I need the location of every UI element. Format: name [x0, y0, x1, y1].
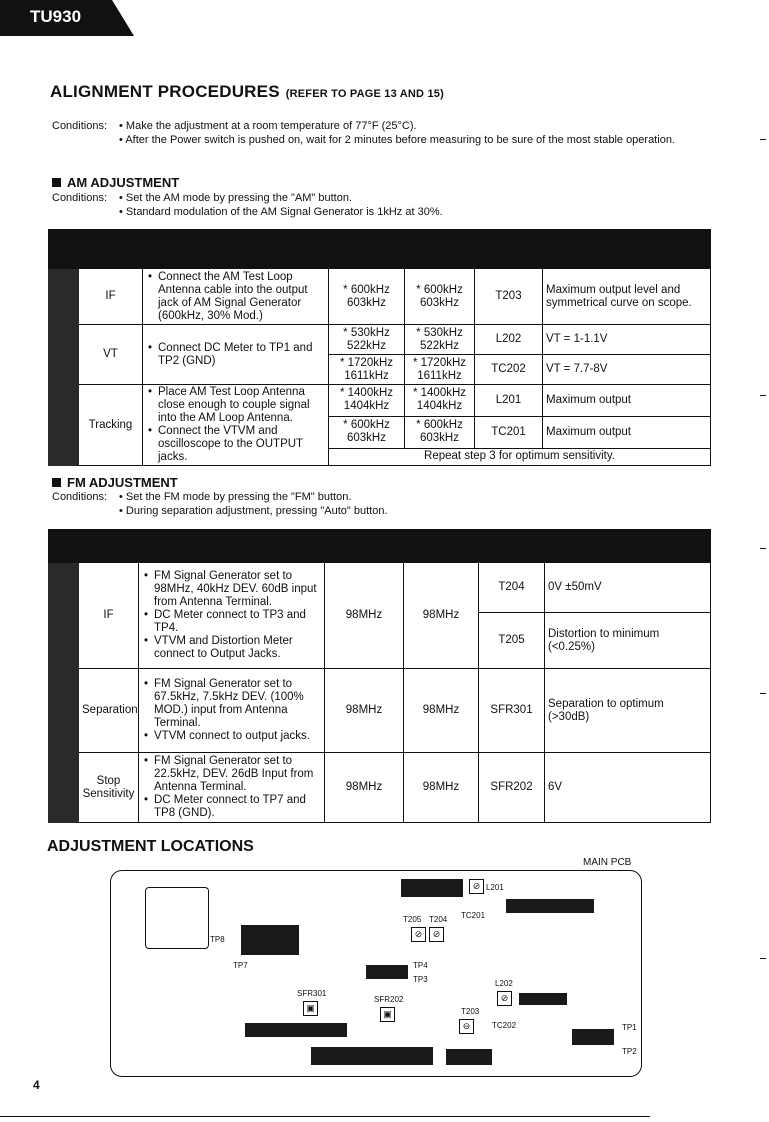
- step-name: VT: [79, 325, 143, 385]
- label-t205: T205: [403, 915, 422, 924]
- general-conditions: [52, 119, 732, 147]
- title-main: ALIGNMENT PROCEDURES: [50, 82, 280, 101]
- connection-item: • VTVM connect to output jacks.: [142, 730, 321, 743]
- margin-mark: [760, 958, 766, 959]
- generator-freq: * 600kHz 603kHz: [329, 269, 405, 325]
- label-sfr301: SFR301: [297, 989, 327, 998]
- component-block: [446, 1049, 492, 1065]
- result: Maximum output level and symmetrical curve on scope.: [543, 269, 711, 325]
- repeat-note: Repeat step 3 for optimum sensitivity.: [329, 448, 711, 465]
- connection-item: • Connect DC Meter to TP1 and TP2 (GND): [146, 342, 325, 368]
- locations-heading: ADJUSTMENT LOCATIONS: [47, 838, 254, 855]
- dial-freq: * 1720kHz 1611kHz: [405, 355, 475, 385]
- connection-item: • DC Meter connect to TP7 and TP8 (GND).: [142, 794, 321, 820]
- dial-freq: * 600kHz 603kHz: [405, 416, 475, 448]
- condition-item: • During separation adjustment, pressing "Auto" button.: [119, 505, 388, 517]
- table-row: [49, 563, 711, 613]
- adjust-part: SFR202: [479, 753, 545, 823]
- adjust-part: SFR301: [479, 669, 545, 753]
- condition-item: • After the Power switch is pushed on, wait for 2 minutes before measuring to be sure of the most stable operation.: [119, 134, 675, 146]
- margin-mark: [760, 548, 766, 549]
- dial-freq: * 600kHz 603kHz: [405, 269, 475, 325]
- sfr301-icon: ▣: [303, 1001, 318, 1016]
- conditions-label: Conditions:: [52, 120, 108, 132]
- result: Maximum output: [543, 385, 711, 417]
- pcb-diagram: [110, 870, 642, 1077]
- label-tp1: TP1: [622, 1023, 637, 1032]
- margin-mark: [760, 693, 766, 694]
- board-label: MAIN PCB: [583, 857, 632, 868]
- l202-icon: ⊘: [497, 991, 512, 1006]
- title-ref: (REFER TO PAGE 13 AND 15): [285, 88, 444, 100]
- component-block: [572, 1029, 614, 1045]
- fm-adjustment-table: [48, 529, 711, 823]
- result: Distortion to minimum (<0.25%): [545, 613, 711, 669]
- page-title: [50, 82, 444, 102]
- step-marker: [49, 269, 79, 325]
- table-row: [49, 269, 711, 325]
- label-t203: T203: [461, 1007, 480, 1016]
- adjust-part: T205: [479, 613, 545, 669]
- page-number: 4: [33, 1078, 40, 1092]
- dial-freq: 98MHz: [404, 563, 479, 669]
- am-adjustment-table: [48, 229, 711, 466]
- table-row: [49, 753, 711, 823]
- label-tp2: TP2: [622, 1047, 637, 1056]
- label-t204: T204: [429, 915, 448, 924]
- condition-item: • Standard modulation of the AM Signal Generator is 1kHz at 30%.: [119, 206, 443, 218]
- table-header: [49, 230, 711, 269]
- result: Maximum output: [543, 416, 711, 448]
- component-block: [311, 1047, 433, 1065]
- dial-freq: * 530kHz 522kHz: [405, 325, 475, 355]
- result: VT = 7.7-8V: [543, 355, 711, 385]
- condition-item: • Set the FM mode by pressing the "FM" button.: [119, 491, 352, 503]
- t204-icon: ⊘: [429, 927, 444, 942]
- step-name: IF: [79, 269, 143, 325]
- fm-conditions: Conditions: • Set the FM mode by pressing the "FM" button. • During separation adjustment, pressing "Auto" button.: [52, 490, 732, 518]
- result: 0V ±50mV: [545, 563, 711, 613]
- generator-freq: * 1400kHz 1404kHz: [329, 385, 405, 417]
- adjust-part: L202: [475, 325, 543, 355]
- pcb-component-outline: [145, 887, 209, 949]
- footer-rule: [0, 1116, 650, 1117]
- am-heading: AM ADJUSTMENT: [52, 175, 179, 190]
- condition-item: • Make the adjustment at a room temperature of 77°F (25°C).: [119, 120, 417, 132]
- l201-coil-icon: ⊘: [469, 879, 484, 894]
- label-tc201: TC201: [461, 911, 486, 920]
- label-sfr202: SFR202: [374, 995, 404, 1004]
- t203-icon: ⊖: [459, 1019, 474, 1034]
- generator-freq: 98MHz: [325, 753, 404, 823]
- adjust-part: TC202: [475, 355, 543, 385]
- generator-freq: * 530kHz 522kHz: [329, 325, 405, 355]
- margin-mark: [760, 139, 766, 140]
- connection-item: • Connect the VTVM and oscilloscope to the OUTPUT jacks.: [146, 425, 325, 464]
- connection-item: • VTVM and Distortion Meter connect to Output Jacks.: [142, 635, 321, 661]
- result: 6V: [545, 753, 711, 823]
- label-tp4: TP4: [413, 961, 428, 970]
- connection-item: • FM Signal Generator set to 67.5kHz, 7.5kHz DEV. (100% MOD.) input from Antenna Terminal.: [142, 678, 321, 730]
- component-block: [506, 899, 594, 913]
- component-block: [241, 925, 299, 955]
- label-l201: L201: [486, 883, 504, 892]
- adjust-part: L201: [475, 385, 543, 417]
- label-tp7: TP7: [233, 961, 248, 970]
- connection-item: • DC Meter connect to TP3 and TP4.: [142, 609, 321, 635]
- generator-freq: 98MHz: [325, 669, 404, 753]
- table-row: [49, 325, 711, 355]
- fm-heading: FM ADJUSTMENT: [52, 475, 178, 490]
- component-block: [245, 1023, 347, 1037]
- table-header: [49, 530, 711, 563]
- t205-icon: ⊘: [411, 927, 426, 942]
- adjust-part: T203: [475, 269, 543, 325]
- adjust-part: TC201: [475, 416, 543, 448]
- table-row: [49, 669, 711, 753]
- label-tp8: TP8: [210, 935, 225, 944]
- step-name: IF: [79, 563, 139, 669]
- component-block: [401, 879, 463, 897]
- connection-item: • FM Signal Generator set to 22.5kHz, DEV. 26dB Input from Antenna Terminal.: [142, 755, 321, 794]
- dial-freq: 98MHz: [404, 753, 479, 823]
- component-block: [519, 993, 567, 1005]
- generator-freq: 98MHz: [325, 563, 404, 669]
- sfr202-icon: ▣: [380, 1007, 395, 1022]
- connection-item: • FM Signal Generator set to 98MHz, 40kHz DEV. 60dB input from Antenna Terminal.: [142, 570, 321, 609]
- adjust-part: T204: [479, 563, 545, 613]
- label-tp3: TP3: [413, 975, 428, 984]
- result: Separation to optimum (>30dB): [545, 669, 711, 753]
- label-tc202: TC202: [492, 1021, 517, 1030]
- table-row: [49, 385, 711, 417]
- am-conditions: Conditions: • Set the AM mode by pressing the "AM" button. • Standard modulation of the AM Signal Generator is 1kHz at 30%.: [52, 191, 732, 219]
- dial-freq: * 1400kHz 1404kHz: [405, 385, 475, 417]
- condition-item: • Set the AM mode by pressing the "AM" button.: [119, 192, 353, 204]
- step-name: Stop Sensitivity: [79, 753, 139, 823]
- label-l202: L202: [495, 979, 513, 988]
- generator-freq: * 600kHz 603kHz: [329, 416, 405, 448]
- model-label: TU930: [30, 7, 82, 26]
- dial-freq: 98MHz: [404, 669, 479, 753]
- step-name: Separation: [79, 669, 139, 753]
- result: VT = 1-1.1V: [543, 325, 711, 355]
- component-block: [366, 965, 408, 979]
- generator-freq: * 1720kHz 1611kHz: [329, 355, 405, 385]
- connection-item: • Place AM Test Loop Antenna close enough to couple signal into the AM Loop Antenna.: [146, 386, 325, 425]
- connection-item: • Connect the AM Test Loop Antenna cable into the output jack of AM Signal Generator (600kHz, 30% Mod.): [146, 271, 325, 323]
- step-name: Tracking: [79, 385, 143, 466]
- margin-mark: [760, 395, 766, 396]
